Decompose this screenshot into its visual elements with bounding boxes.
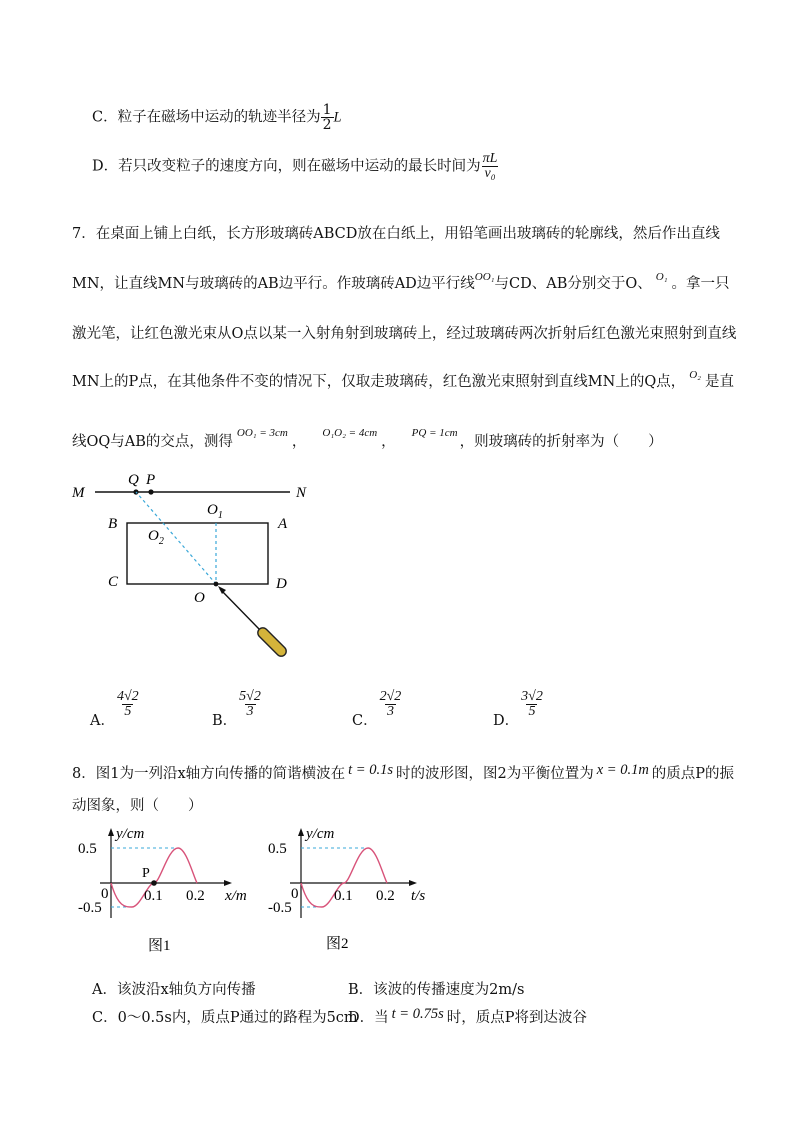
label-m: M [72,485,85,501]
q8-option-b: B．该波的传播速度为2m/s [348,982,525,998]
tick-y-top: 0.5 [268,841,287,857]
q7-glass-brick-figure [60,470,330,670]
q7-option-c: C． $\frac{2√2}{3}$ [352,689,402,729]
caption: 图1 [148,938,171,954]
q7-line-4: MN上的P点，在其他条件不变的情况下，仅取走玻璃砖，红色激光束照射到直线MN上的Q点， $^{O_2}$ 是直 [72,369,734,390]
laser-beam [220,589,260,630]
label-p: P [142,866,150,881]
tick-origin: 0 [291,886,299,902]
q7-option-b: B． $\frac{5√2}{3}$ [212,689,261,729]
tick-y-bottom: -0.5 [268,900,292,916]
q8-line-2: 动图象，则（ ） [72,798,203,814]
q8-line-1: 8．图1为一列沿x轴方向传播的简谐横波在 t = 0.1s 时的波形图，图2为平衡位置为 x = 0.1m 的质点P的振 [72,762,735,782]
y-axis-arrow [108,828,114,836]
x-axis-arrow [409,880,417,886]
q7-option-a: A． $\frac{4√2}{5}$ [90,689,139,729]
x-axis-arrow [224,880,232,886]
q7-line-1: 7．在桌面上铺上白纸，长方形玻璃砖ABCD放在白纸上，用铅笔画出玻璃砖的轮廓线，然后作出直线 [72,226,720,242]
y-label: y/cm [306,826,335,842]
q8-vibration-graph-fig2 [268,820,443,955]
q8-option-c: C．0～0.5s内，质点P通过的路程为5cm [92,1010,358,1026]
label-q: Q [128,472,139,488]
label-c: C [108,574,119,590]
tick-x2: 0.2 [376,888,395,904]
fraction: $\frac{5√2}{3}$ [239,689,261,719]
label-o1: $O_1$ [207,502,223,521]
q8-wave-graph-fig1 [78,820,258,955]
point-p [148,489,153,494]
laser-pen-icon [256,626,289,659]
y-label: y/cm [116,826,145,842]
x-label: x/m [225,888,247,904]
label-b: B [108,516,118,532]
label-d: D [276,576,287,592]
q6-option-d: D．若只改变粒子的速度方向，则在磁场中运动的最长时间为 $\frac{\pi L}{\text{v₀}}$ [92,151,498,181]
fraction: $\frac{3√2}{5}$ [521,689,543,719]
point-o [214,582,219,587]
tick-x1: 0.1 [144,888,163,904]
label-o2: $O_2$ [148,528,164,547]
tick-y-bottom: -0.5 [78,900,102,916]
label-a: A [278,516,288,532]
y-axis-arrow [298,828,304,836]
tick-origin: 0 [101,886,109,902]
point-p [151,880,157,886]
tick-x1: 0.1 [334,888,353,904]
fraction: $\frac{1}{2}$ [322,102,332,133]
label-p: P [146,472,156,488]
label-n: N [296,485,307,501]
tick-x2: 0.2 [186,888,205,904]
q8-option-a: A．该波沿x轴负方向传播 [92,982,256,998]
q7-option-d: D． $\frac{3√2}{5}$ [493,689,543,729]
x-label: t/s [411,888,426,904]
q7-line-2: MN，让直线MN与玻璃砖的AB边平行。作玻璃砖AD边平行线$^{OO_1}$与CD、AB分别交于O、 $^{O_1}$ 。拿一只 [72,271,730,292]
q7-line-3: 激光笔，让红色激光束从O点以某一入射角射到玻璃砖上，经过玻璃砖两次折射后红色激光束照射到直线 [72,326,737,342]
fraction: $\frac{4√2}{5}$ [116,689,139,719]
arrow-head [218,586,226,594]
caption: 图2 [326,936,349,952]
label-o: O [194,590,205,606]
fraction: $\frac{2√2}{3}$ [379,689,402,719]
fraction: $\frac{\pi L}{\text{v₀}}$ [482,151,498,181]
tick-y-top: 0.5 [78,841,97,857]
q7-options [90,690,650,730]
q6-option-c: C．粒子在磁场中运动的轨迹半径为 $\frac{1}{2}$ L [92,102,342,133]
q8-option-d: D．当 t = 0.75s 时，质点P将到达波谷 [348,1006,587,1026]
q7-line-5: 线OQ与AB的交点，测得$^{OO_1 = 3cm}$，$^{O_1O_2 = 4cm}$，$^{PQ = 1cm}$，则玻璃砖的折射率为（ ） [72,427,663,450]
